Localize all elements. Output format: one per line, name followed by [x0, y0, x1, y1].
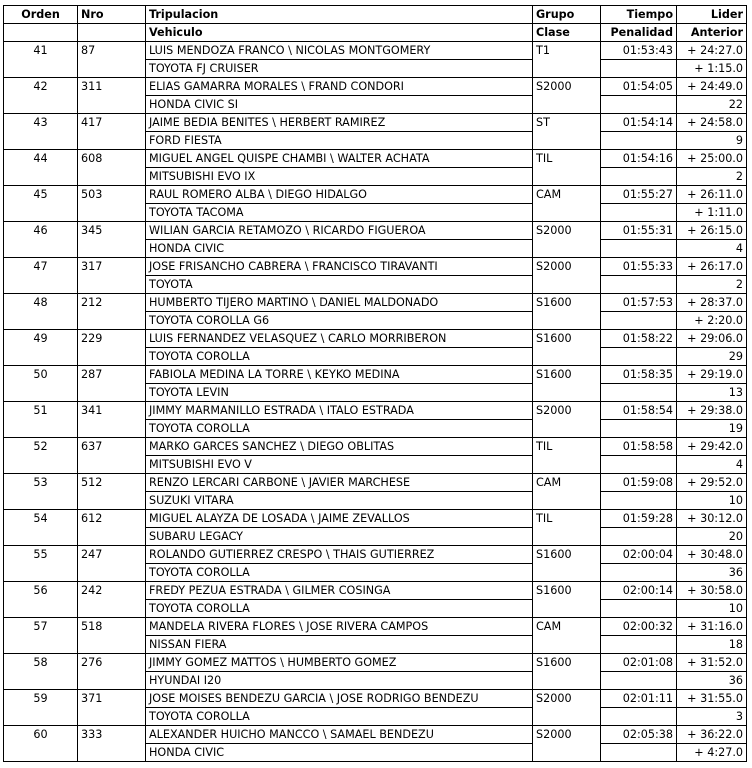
nro-cell-cont [78, 600, 146, 618]
penalidad-cell [601, 456, 677, 474]
table-header [4, 6, 747, 42]
tripulacion-cell: MANDELA RIVERA FLORES \ JOSE RIVERA CAMPOS [146, 618, 533, 636]
tiempo-cell: 02:01:11 [601, 690, 677, 708]
tripulacion-cell: LUIS MENDOZA FRANCO \ NICOLAS MONTGOMERY [146, 42, 533, 60]
grupo-cell: S2000 [533, 258, 601, 276]
tiempo-cell: 01:54:16 [601, 150, 677, 168]
tripulacion-cell: HUMBERTO TIJERO MARTINO \ DANIEL MALDONADO [146, 294, 533, 312]
nro-cell-cont [78, 564, 146, 582]
nro-cell-cont [78, 60, 146, 78]
grupo-cell-cont [533, 240, 601, 258]
tiempo-cell: 01:53:43 [601, 42, 677, 60]
vehiculo-cell: MITSUBISHI EVO V [146, 456, 533, 474]
nro-cell-cont [78, 528, 146, 546]
penalidad-cell [601, 744, 677, 762]
tiempo-cell: 01:57:53 [601, 294, 677, 312]
table-row [4, 582, 747, 600]
penalidad-cell [601, 600, 677, 618]
table-row [4, 150, 747, 168]
lider-cell: + 31:55.0 [677, 690, 747, 708]
anterior-cell: 9 [677, 132, 747, 150]
lider-cell: + 31:52.0 [677, 654, 747, 672]
orden-cell: 52 [4, 438, 78, 456]
orden-cell-cont [4, 60, 78, 78]
grupo-cell: S1600 [533, 330, 601, 348]
orden-cell-cont [4, 384, 78, 402]
grupo-cell: TIL [533, 510, 601, 528]
grupo-cell-cont [533, 168, 601, 186]
lider-cell: + 29:06.0 [677, 330, 747, 348]
tripulacion-cell: ELIAS GAMARRA MORALES \ FRAND CONDORI [146, 78, 533, 96]
tiempo-cell: 01:58:58 [601, 438, 677, 456]
orden-cell-cont [4, 96, 78, 114]
grupo-cell-cont [533, 276, 601, 294]
table-row-detail [4, 744, 747, 762]
vehiculo-cell: HONDA CIVIC [146, 240, 533, 258]
tripulacion-cell: JIMMY GOMEZ MATTOS \ HUMBERTO GOMEZ [146, 654, 533, 672]
table-row-detail [4, 528, 747, 546]
orden-cell-cont [4, 420, 78, 438]
vehiculo-cell: FORD FIESTA [146, 132, 533, 150]
nro-cell: 276 [78, 654, 146, 672]
tripulacion-cell: WILIAN GARCIA RETAMOZO \ RICARDO FIGUEROA [146, 222, 533, 240]
orden-cell-cont [4, 168, 78, 186]
table-row-detail [4, 204, 747, 222]
vehiculo-cell: MITSUBISHI EVO IX [146, 168, 533, 186]
lider-cell: + 24:49.0 [677, 78, 747, 96]
table-row [4, 258, 747, 276]
nro-cell-cont [78, 420, 146, 438]
anterior-cell: + 4:27.0 [677, 744, 747, 762]
grupo-cell-cont [533, 528, 601, 546]
table-row-detail [4, 708, 747, 726]
orden-cell-cont [4, 708, 78, 726]
table-row [4, 186, 747, 204]
table-row [4, 726, 747, 744]
orden-cell-cont [4, 204, 78, 222]
nro-cell: 371 [78, 690, 146, 708]
tiempo-cell: 01:55:27 [601, 186, 677, 204]
tripulacion-cell: MARKO GARCES SANCHEZ \ DIEGO OBLITAS [146, 438, 533, 456]
tiempo-cell: 01:55:31 [601, 222, 677, 240]
orden-cell: 59 [4, 690, 78, 708]
vehiculo-cell: HONDA CIVIC [146, 744, 533, 762]
penalidad-cell [601, 312, 677, 330]
grupo-cell-cont [533, 348, 601, 366]
tripulacion-cell: ALEXANDER HUICHO MANCCO \ SAMAEL BENDEZU [146, 726, 533, 744]
nro-cell: 637 [78, 438, 146, 456]
orden-cell: 48 [4, 294, 78, 312]
penalidad-cell [601, 384, 677, 402]
lider-cell: + 26:17.0 [677, 258, 747, 276]
penalidad-cell [601, 672, 677, 690]
grupo-cell: S1600 [533, 654, 601, 672]
table-row-detail [4, 312, 747, 330]
nro-cell: 608 [78, 150, 146, 168]
grupo-cell-cont [533, 492, 601, 510]
table-row [4, 366, 747, 384]
orden-cell: 46 [4, 222, 78, 240]
orden-cell: 53 [4, 474, 78, 492]
table-row [4, 690, 747, 708]
header-lider: Lider [677, 6, 747, 24]
tripulacion-cell: JOSE FRISANCHO CABRERA \ FRANCISCO TIRAVANTI [146, 258, 533, 276]
grupo-cell-cont [533, 564, 601, 582]
header-nro: Nro [78, 6, 146, 24]
grupo-cell-cont [533, 744, 601, 762]
tripulacion-cell: FABIOLA MEDINA LA TORRE \ KEYKO MEDINA [146, 366, 533, 384]
tiempo-cell: 01:59:08 [601, 474, 677, 492]
grupo-cell: S2000 [533, 402, 601, 420]
lider-cell: + 30:12.0 [677, 510, 747, 528]
tiempo-cell: 02:00:04 [601, 546, 677, 564]
nro-cell: 247 [78, 546, 146, 564]
tripulacion-cell: LUIS FERNANDEZ VELASQUEZ \ CARLO MORRIBERON [146, 330, 533, 348]
orden-cell-cont [4, 240, 78, 258]
table-row-detail [4, 492, 747, 510]
nro-cell: 311 [78, 78, 146, 96]
vehiculo-cell: SUZUKI VITARA [146, 492, 533, 510]
tiempo-cell: 02:01:08 [601, 654, 677, 672]
header-grupo: Grupo [533, 6, 601, 24]
orden-cell: 56 [4, 582, 78, 600]
grupo-cell: CAM [533, 186, 601, 204]
table-row [4, 402, 747, 420]
lider-cell: + 25:00.0 [677, 150, 747, 168]
grupo-cell-cont [533, 636, 601, 654]
table-row-detail [4, 168, 747, 186]
grupo-cell-cont [533, 60, 601, 78]
penalidad-cell [601, 240, 677, 258]
header-orden-cont [4, 24, 78, 42]
tripulacion-cell: JIMMY MARMANILLO ESTRADA \ ITALO ESTRADA [146, 402, 533, 420]
vehiculo-cell: TOYOTA COROLLA [146, 708, 533, 726]
table-row-detail [4, 132, 747, 150]
grupo-cell-cont [533, 384, 601, 402]
penalidad-cell [601, 168, 677, 186]
lider-cell: + 29:52.0 [677, 474, 747, 492]
nro-cell-cont [78, 384, 146, 402]
nro-cell: 417 [78, 114, 146, 132]
lider-cell: + 26:15.0 [677, 222, 747, 240]
orden-cell-cont [4, 456, 78, 474]
lider-cell: + 24:27.0 [677, 42, 747, 60]
penalidad-cell [601, 492, 677, 510]
orden-cell: 42 [4, 78, 78, 96]
orden-cell-cont [4, 744, 78, 762]
grupo-cell: TIL [533, 150, 601, 168]
tiempo-cell: 01:58:35 [601, 366, 677, 384]
orden-cell-cont [4, 312, 78, 330]
anterior-cell: 13 [677, 384, 747, 402]
tiempo-cell: 01:54:05 [601, 78, 677, 96]
table-row [4, 546, 747, 564]
nro-cell-cont [78, 204, 146, 222]
orden-cell-cont [4, 528, 78, 546]
orden-cell-cont [4, 636, 78, 654]
penalidad-cell [601, 708, 677, 726]
grupo-cell: S2000 [533, 726, 601, 744]
table-row-detail [4, 600, 747, 618]
tripulacion-cell: RENZO LERCARI CARBONE \ JAVIER MARCHESE [146, 474, 533, 492]
lider-cell: + 29:38.0 [677, 402, 747, 420]
table-row [4, 222, 747, 240]
vehiculo-cell: HONDA CIVIC SI [146, 96, 533, 114]
orden-cell: 51 [4, 402, 78, 420]
grupo-cell: CAM [533, 474, 601, 492]
penalidad-cell [601, 420, 677, 438]
penalidad-cell [601, 204, 677, 222]
nro-cell-cont [78, 240, 146, 258]
grupo-cell-cont [533, 132, 601, 150]
anterior-cell: 2 [677, 168, 747, 186]
penalidad-cell [601, 96, 677, 114]
nro-cell-cont [78, 492, 146, 510]
penalidad-cell [601, 348, 677, 366]
anterior-cell: 10 [677, 600, 747, 618]
penalidad-cell [601, 132, 677, 150]
vehiculo-cell: TOYOTA COROLLA [146, 420, 533, 438]
nro-cell: 345 [78, 222, 146, 240]
penalidad-cell [601, 276, 677, 294]
grupo-cell: S2000 [533, 222, 601, 240]
table-row [4, 42, 747, 60]
orden-cell: 54 [4, 510, 78, 528]
anterior-cell: 36 [677, 564, 747, 582]
orden-cell: 47 [4, 258, 78, 276]
nro-cell-cont [78, 132, 146, 150]
lider-cell: + 28:37.0 [677, 294, 747, 312]
anterior-cell: + 1:11.0 [677, 204, 747, 222]
orden-cell: 58 [4, 654, 78, 672]
orden-cell: 55 [4, 546, 78, 564]
nro-cell-cont [78, 96, 146, 114]
tripulacion-cell: JOSE MOISES BENDEZU GARCIA \ JOSE RODRIGO BENDEZU [146, 690, 533, 708]
anterior-cell: 3 [677, 708, 747, 726]
nro-cell: 512 [78, 474, 146, 492]
nro-cell: 333 [78, 726, 146, 744]
grupo-cell-cont [533, 456, 601, 474]
table-row [4, 294, 747, 312]
tripulacion-cell: JAIME BEDIA BENITES \ HERBERT RAMIREZ [146, 114, 533, 132]
anterior-cell: 36 [677, 672, 747, 690]
table-row [4, 654, 747, 672]
orden-cell-cont [4, 564, 78, 582]
orden-cell: 57 [4, 618, 78, 636]
penalidad-cell [601, 60, 677, 78]
lider-cell: + 29:42.0 [677, 438, 747, 456]
nro-cell: 287 [78, 366, 146, 384]
tripulacion-cell: FREDY PEZUA ESTRADA \ GILMER COSINGA [146, 582, 533, 600]
orden-cell-cont [4, 672, 78, 690]
table-row-detail [4, 240, 747, 258]
anterior-cell: 4 [677, 240, 747, 258]
table-row-detail [4, 60, 747, 78]
orden-cell: 50 [4, 366, 78, 384]
vehiculo-cell: HYUNDAI I20 [146, 672, 533, 690]
vehiculo-cell: NISSAN FIERA [146, 636, 533, 654]
vehiculo-cell: TOYOTA TACOMA [146, 204, 533, 222]
table-row [4, 330, 747, 348]
penalidad-cell [601, 636, 677, 654]
table-row-detail [4, 636, 747, 654]
table-row-detail [4, 456, 747, 474]
orden-cell: 49 [4, 330, 78, 348]
results-table [3, 5, 747, 762]
vehiculo-cell: TOYOTA COROLLA [146, 348, 533, 366]
table-row [4, 474, 747, 492]
grupo-cell-cont [533, 600, 601, 618]
table-row [4, 78, 747, 96]
orden-cell-cont [4, 600, 78, 618]
lider-cell: + 30:58.0 [677, 582, 747, 600]
grupo-cell-cont [533, 672, 601, 690]
grupo-cell-cont [533, 204, 601, 222]
orden-cell: 44 [4, 150, 78, 168]
vehiculo-cell: SUBARU LEGACY [146, 528, 533, 546]
header-tiempo: Tiempo [601, 6, 677, 24]
anterior-cell: 22 [677, 96, 747, 114]
grupo-cell: S2000 [533, 78, 601, 96]
anterior-cell: 19 [677, 420, 747, 438]
table-row-detail [4, 564, 747, 582]
grupo-cell-cont [533, 96, 601, 114]
vehiculo-cell: TOYOTA LEVIN [146, 384, 533, 402]
nro-cell-cont [78, 312, 146, 330]
tiempo-cell: 01:55:33 [601, 258, 677, 276]
nro-cell-cont [78, 276, 146, 294]
orden-cell: 45 [4, 186, 78, 204]
nro-cell: 503 [78, 186, 146, 204]
table-row-detail [4, 420, 747, 438]
grupo-cell: CAM [533, 618, 601, 636]
nro-cell: 341 [78, 402, 146, 420]
anterior-cell: 4 [677, 456, 747, 474]
table-row-detail [4, 672, 747, 690]
nro-cell-cont [78, 348, 146, 366]
tripulacion-cell: ROLANDO GUTIERREZ CRESPO \ THAIS GUTIERREZ [146, 546, 533, 564]
orden-cell: 41 [4, 42, 78, 60]
lider-cell: + 36:22.0 [677, 726, 747, 744]
table-row-detail [4, 276, 747, 294]
table-row-detail [4, 384, 747, 402]
header-clase: Clase [533, 24, 601, 42]
grupo-cell: S2000 [533, 690, 601, 708]
orden-cell-cont [4, 132, 78, 150]
anterior-cell: + 1:15.0 [677, 60, 747, 78]
nro-cell-cont [78, 744, 146, 762]
header-anterior: Anterior [677, 24, 747, 42]
orden-cell: 60 [4, 726, 78, 744]
lider-cell: + 31:16.0 [677, 618, 747, 636]
grupo-cell: S1600 [533, 294, 601, 312]
nro-cell-cont [78, 636, 146, 654]
grupo-cell-cont [533, 420, 601, 438]
tiempo-cell: 01:58:54 [601, 402, 677, 420]
table-row [4, 114, 747, 132]
table-row [4, 438, 747, 456]
nro-cell: 518 [78, 618, 146, 636]
header-penalidad: Penalidad [601, 24, 677, 42]
grupo-cell-cont [533, 312, 601, 330]
header-orden: Orden [4, 6, 78, 24]
grupo-cell-cont [533, 708, 601, 726]
lider-cell: + 29:19.0 [677, 366, 747, 384]
nro-cell: 612 [78, 510, 146, 528]
tiempo-cell: 01:54:14 [601, 114, 677, 132]
nro-cell-cont [78, 456, 146, 474]
tiempo-cell: 02:00:14 [601, 582, 677, 600]
vehiculo-cell: TOYOTA COROLLA G6 [146, 312, 533, 330]
table-row [4, 618, 747, 636]
orden-cell: 43 [4, 114, 78, 132]
nro-cell-cont [78, 708, 146, 726]
orden-cell-cont [4, 276, 78, 294]
grupo-cell: TIL [533, 438, 601, 456]
anterior-cell: 20 [677, 528, 747, 546]
tiempo-cell: 01:59:28 [601, 510, 677, 528]
anterior-cell: 2 [677, 276, 747, 294]
nro-cell: 242 [78, 582, 146, 600]
nro-cell: 87 [78, 42, 146, 60]
vehiculo-cell: TOYOTA COROLLA [146, 564, 533, 582]
grupo-cell: S1600 [533, 582, 601, 600]
tripulacion-cell: MIGUEL ALAYZA DE LOSADA \ JAIME ZEVALLOS [146, 510, 533, 528]
grupo-cell: S1600 [533, 366, 601, 384]
penalidad-cell [601, 528, 677, 546]
orden-cell-cont [4, 492, 78, 510]
anterior-cell: + 2:20.0 [677, 312, 747, 330]
tripulacion-cell: MIGUEL ANGEL QUISPE CHAMBI \ WALTER ACHATA [146, 150, 533, 168]
penalidad-cell [601, 564, 677, 582]
header-vehiculo: Vehiculo [146, 24, 533, 42]
lider-cell: + 26:11.0 [677, 186, 747, 204]
grupo-cell: T1 [533, 42, 601, 60]
vehiculo-cell: TOYOTA [146, 276, 533, 294]
nro-cell: 229 [78, 330, 146, 348]
anterior-cell: 29 [677, 348, 747, 366]
tiempo-cell: 01:58:22 [601, 330, 677, 348]
orden-cell-cont [4, 348, 78, 366]
table-row-detail [4, 96, 747, 114]
nro-cell-cont [78, 168, 146, 186]
table-body [4, 42, 747, 762]
tripulacion-cell: RAUL ROMERO ALBA \ DIEGO HIDALGO [146, 186, 533, 204]
grupo-cell: S1600 [533, 546, 601, 564]
table-row-detail [4, 348, 747, 366]
lider-cell: + 30:48.0 [677, 546, 747, 564]
nro-cell-cont [78, 672, 146, 690]
table-row [4, 510, 747, 528]
grupo-cell: ST [533, 114, 601, 132]
header-nro-cont [78, 24, 146, 42]
vehiculo-cell: TOYOTA COROLLA [146, 600, 533, 618]
header-tripulacion: Tripulacion [146, 6, 533, 24]
lider-cell: + 24:58.0 [677, 114, 747, 132]
anterior-cell: 10 [677, 492, 747, 510]
vehiculo-cell: TOYOTA FJ CRUISER [146, 60, 533, 78]
nro-cell: 317 [78, 258, 146, 276]
tiempo-cell: 02:00:32 [601, 618, 677, 636]
anterior-cell: 18 [677, 636, 747, 654]
nro-cell: 212 [78, 294, 146, 312]
tiempo-cell: 02:05:38 [601, 726, 677, 744]
